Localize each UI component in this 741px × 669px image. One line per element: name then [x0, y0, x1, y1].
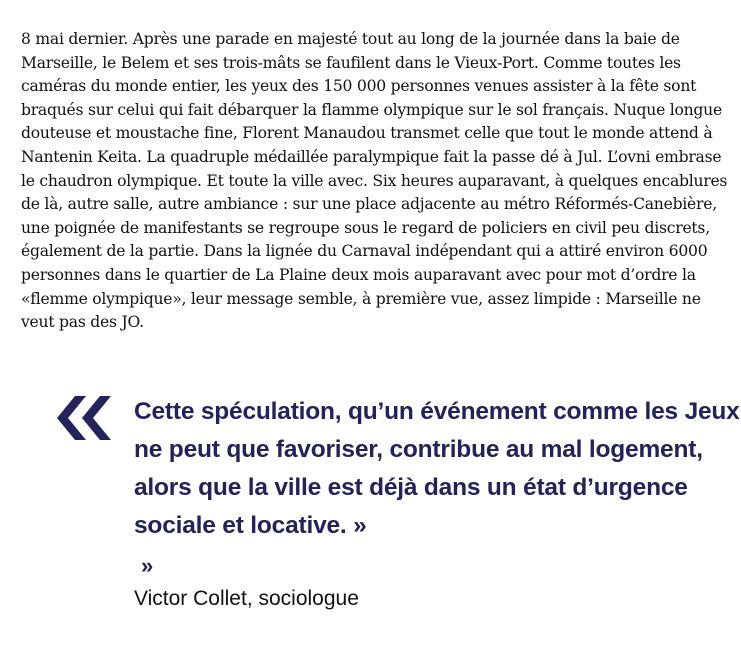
pull-quote-attribution: Victor Collet, sociologue	[134, 587, 359, 610]
pull-quote-text: Cette spéculation, qu’un événement comme les Jeux ne peut que favoriser, contribue au mal logement, alors que la ville est déjà dans un état d’urgence sociale et locative. »	[134, 398, 740, 539]
opening-guillemet-icon	[55, 392, 115, 444]
pull-quote	[55, 392, 740, 632]
article-paragraph: 8 mai dernier. Après une parade en majesté tout au long de la journée dans la baie de Marseille, le Belem et ses trois-mâts se faufilent dans le Vieux-Port. Comme toutes les caméras du monde entier, les yeux des 150 000 personnes venues assister à la fête sont braqués sur celui qui fait débarquer la flamme olympique sur le sol français. Nuque longue douteuse et moustache fine, Florent Manaudou transmet celle que tout le monde attend à Nantenin Keita. La quadruple médaillée paralympique fait la passe dé à Jul. L’ovni embrase le chaudron olympique. Et toute la ville avec. Six heures auparavant, à quelques encablures de là, autre salle, autre ambiance : sur une place adjacente au métro Réformés-Canebière, une poignée de manifestants se regroupe sous le regard de policiers en civil peu discrets, également de la partie. Dans la lignée du Carnaval indépendant qui a attiré environ 6000 personnes dans le quartier de La Plaine deux mois auparavant avec pour mot d’ordre la «flemme olympique», leur message semble, à première vue, assez limpide : Marseille ne veut pas des JO.	[21, 30, 728, 332]
pull-quote-closing-mark: »	[141, 553, 154, 578]
